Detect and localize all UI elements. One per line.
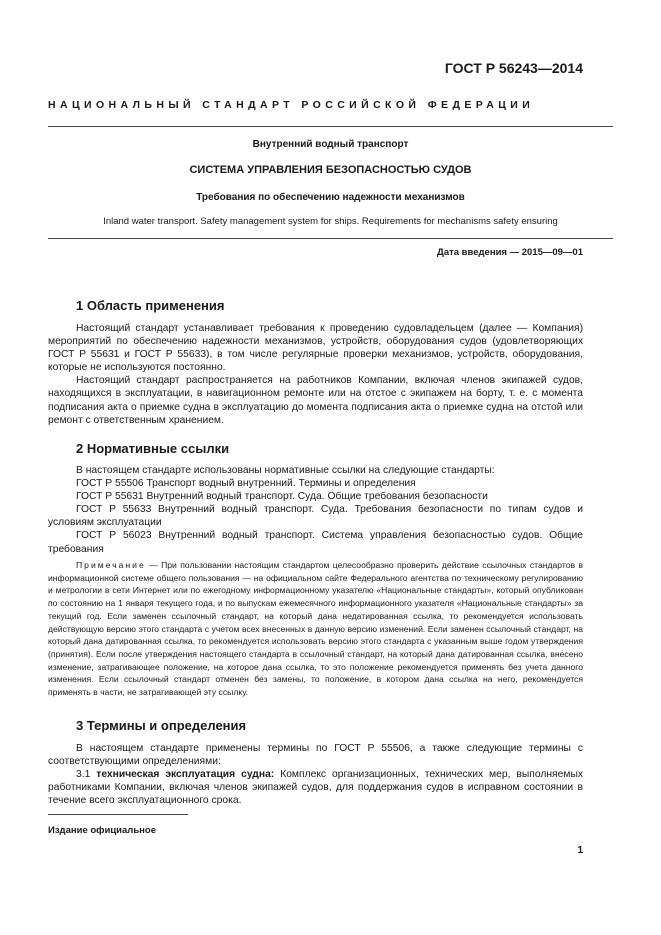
title-line-2: СИСТЕМА УПРАВЛЕНИЯ БЕЗОПАСНОСТЬЮ СУДОВ xyxy=(189,164,472,176)
page-number: 1 xyxy=(577,845,583,856)
edition-label: Издание официальное xyxy=(48,825,156,836)
section-2-note xyxy=(48,559,583,699)
section-3-body xyxy=(48,742,583,807)
introduction-date: Дата введения — 2015—09—01 xyxy=(437,247,583,258)
title-line-3: Требования по обеспечению надежности механизмов xyxy=(196,192,465,203)
section-1-paragraph-2: Настоящий стандарт распространяется на работников Компании, включая членов экипажей судов, находящихся в эксплуатации, в навигационном ремонте или на отстое с экипажем на борту, т. е. с момента подписания акта о приемке судна в эксплуатацию до момента подписания акта о приемке судна на отстой или ремонт с ответственным хранением. xyxy=(48,375,583,426)
title-english: Inland water transport. Safety management system for ships. Requirements for mechanisms safety ensuring xyxy=(103,216,558,227)
title-line-1: Внутренний водный транспорт xyxy=(252,139,409,150)
footer-rule xyxy=(48,814,188,815)
section-1-body xyxy=(48,322,583,427)
header-rule xyxy=(48,126,613,127)
title-rule xyxy=(48,238,613,239)
section-2-paragraph-1: В настоящем стандарте использованы нормативные ссылки на следующие стандарты: xyxy=(76,465,495,476)
note-text: — При пользовании настоящим стандартом целесообразно проверить действие ссылочных стандартов в информационной системе общего пользования — на официальном сайте Федерального агентства по техническому регулированию и метрологии в сети Интернет или по ежегодному информационному указателю «Национальные стандарты», который опубликован по состоянию на 1 января текущего года, и по выпускам ежемесячного информационного указателя «Национальные стандарты» за текущий год. Если заменен ссылочный стандарт, на который дана недатированная ссылка, то рекомендуется использовать действующую версию этого стандарта с учетом всех внесенных в данную версию изменений. Если заменен ссылочный стандарт, на который дана датированная ссылка, то рекомендуется использовать версию этого стандарта с указанным выше годом утверждения (принятия). Если после утверждения настоящего стандарта в ссылочный стандарт, на который дана датированная ссылка, внесено изменение, затрагивающее положение, на которое дана ссылка, то это положение рекомендуется применять без учета данного изменения. Если ссылочный стандарт отменен без замены, то положение, в котором дана ссылка на него, рекомендуется применять в части, не затрагивающей эту ссылку. xyxy=(48,560,583,698)
document-number: ГОСТ Р 56243—2014 xyxy=(444,60,583,76)
term-name: техническая эксплуатация судна: xyxy=(96,769,275,781)
note-label: Примечание xyxy=(76,560,146,570)
term-number: 3.1 xyxy=(76,769,97,781)
normative-ref-56023: ГОСТ Р 56023 Внутренний водный транспорт. Система управления безопасностью судов. Общие требования xyxy=(48,530,583,555)
term-text: Комплекс организационных, технических мер, выполняемых работниками Компании, включая членов экипажей судов, для поддержания судов в исправном состоянии в течение всего эксплуатационного срока. xyxy=(48,769,583,807)
section-1-paragraph-1: Настоящий стандарт устанавливает требования к проведению судовладельцем (далее — Компания) мероприятий по обеспечению надежности механизмов, устройств, оборудования судов (удовлетворяющих ГОСТ Р 55631 и ГОСТ Р 55633), в том числе регулярные проверки механизмов, устройств, оборудования, которые не используются постоянно. xyxy=(48,323,583,374)
section-2-heading: 2 Нормативные ссылки xyxy=(76,441,230,456)
normative-ref-55631: ГОСТ Р 55631 Внутренний водный транспорт. Суда. Общие требования безопасности xyxy=(76,491,488,503)
section-3-paragraph-1: В настоящем стандарте применены термины по ГОСТ Р 55506, а также следующие термины с соответствующими определениями: xyxy=(48,743,583,768)
term-definition xyxy=(48,768,583,807)
section-3-heading: 3 Термины и определения xyxy=(76,718,247,733)
section-1-heading: 1 Область применения xyxy=(76,298,225,313)
normative-ref-55506: ГОСТ Р 55506 Транспорт водный внутренний. Термины и определения xyxy=(76,478,416,490)
section-2-body xyxy=(48,464,583,556)
normative-ref-55633: ГОСТ Р 55633 Внутренний водный транспорт. Суда. Требования безопасности по типам судов и условиям эксплуатации xyxy=(48,504,583,529)
national-standard-header: НАЦИОНАЛЬНЫЙ СТАНДАРТ РОССИЙСКОЙ ФЕДЕРАЦИИ xyxy=(48,99,535,111)
